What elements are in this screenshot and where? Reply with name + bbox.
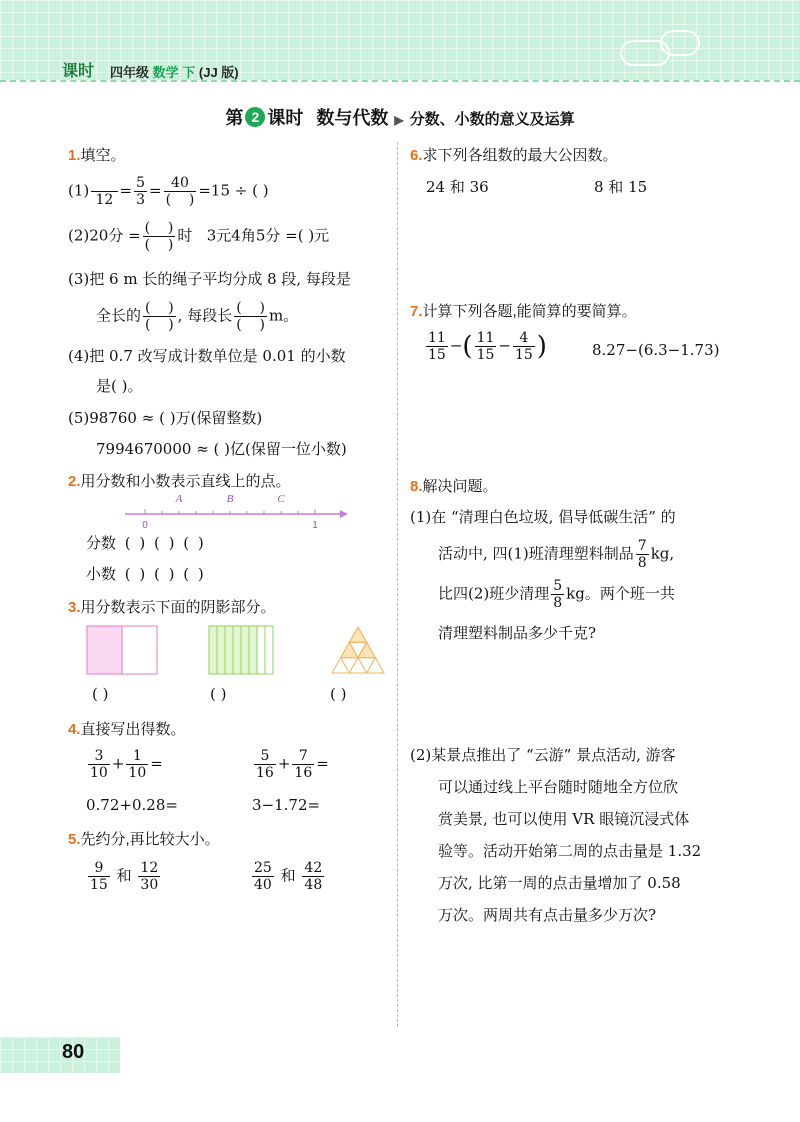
q7-heading: [410, 300, 637, 321]
q1-part2-money: 3元4角5分 =( )元: [206, 226, 330, 245]
q1-part5-line2: 7994670000 ≈ ( )亿(保留一位小数): [96, 440, 347, 458]
q1-part3-tail: m。: [269, 306, 299, 325]
q2-fraction-row[interactable]: 分数 ( ) ( ) ( ): [86, 534, 204, 552]
q1-heading: [68, 144, 126, 165]
fraction: $\frac{11}{15}$: [428, 330, 446, 363]
q8-part1-line1: (1)在 “清理白色垃圾, 倡导低碳生活” 的: [410, 508, 676, 526]
fraction: [134, 175, 147, 208]
and-word: 和: [116, 866, 132, 885]
page-number-background: [0, 1037, 120, 1073]
shaded-triangle: [330, 625, 386, 675]
tick-label-0: 0: [142, 520, 148, 530]
q1-part2: [68, 220, 329, 253]
brand-logo: 课时: [62, 63, 95, 80]
shaded-rectangle-halves: [86, 625, 158, 675]
q1-part4-line2: 是( )。: [96, 377, 143, 395]
shaded-rectangle-strips: [208, 625, 274, 675]
fraction: [164, 175, 197, 208]
fraction: $\frac{5}{16}$: [256, 748, 274, 781]
q4-item-c: 0.72+0.28=: [86, 796, 178, 814]
fraction: $\frac{1}{10}$: [128, 748, 147, 781]
q8-heading: [410, 475, 498, 496]
fraction: $\frac{7}{16}$: [294, 748, 313, 781]
denominator-blank[interactable]: ( ): [165, 192, 195, 208]
and-word: 和: [280, 866, 296, 885]
q6-number: 6.: [410, 147, 423, 164]
q1-part3-mid: , 每段长: [177, 306, 233, 325]
subject-text: 数学 下: [152, 65, 196, 80]
q5-number: 5.: [68, 831, 81, 848]
fraction: $\frac{9}{15}$: [90, 860, 108, 893]
cloud-decoration: [660, 30, 700, 56]
hour-unit: 时: [177, 226, 193, 245]
q1-part2-label: (2)20分 =: [68, 226, 141, 245]
grade-label: [110, 62, 239, 81]
fraction-blank[interactable]: $\frac{( )}{( )}$: [145, 300, 174, 333]
q6-heading: [410, 144, 618, 165]
q8-part2-line4: 验等。活动开始第二周的点击量是 1.32: [438, 842, 702, 860]
q5-item-a: [86, 860, 162, 893]
triangle-icon: ▶: [394, 113, 404, 127]
q1-number: 1.: [68, 147, 81, 164]
point-label-a: A: [175, 493, 183, 505]
grade-text: 四年级: [110, 65, 150, 80]
fraction-blank[interactable]: $\frac{( )}{( )}$: [144, 220, 174, 253]
q1-part3-line1: (3)把 6 m 长的绳子平均分成 8 段, 每段是: [68, 270, 351, 288]
q2-heading: [68, 470, 291, 491]
point-label-c: C: [277, 493, 285, 505]
q8-part2-line6: 万次。两周共有点击量多少万次?: [438, 906, 657, 924]
q7-number: 7.: [410, 303, 423, 320]
q2-decimal-row[interactable]: 小数 ( ) ( ) ( ): [86, 565, 204, 583]
edition-text: (JJ 版): [198, 65, 239, 80]
q7-title: 计算下列各题,能简算的要简算。: [422, 303, 637, 320]
lesson-subtopic: 分数、小数的意义及运算: [409, 111, 575, 128]
q8-part2-line1: (2)某景点推出了 “云游” 景点活动, 游客: [410, 746, 676, 764]
q7-expression-1: $\frac{11}{15}$ −( $\frac{11}{15}$ − $\frac{4}{15}$ ): [428, 330, 547, 363]
q8-part2-line3: 赏美景, 也可以使用 VR 眼镜沉浸式体: [438, 810, 690, 828]
lesson-prefix: 第: [225, 108, 244, 128]
q8-part1-line4: 清理塑料制品多少千克?: [438, 624, 597, 642]
q1-part3-line2: [96, 300, 298, 333]
q4-number: 4.: [68, 721, 81, 738]
q4-item-b: $\frac{5}{16}$ + $\frac{7}{16}$ =: [256, 748, 329, 781]
fraction: $\frac{11}{15}$: [476, 330, 495, 363]
page-number: 80: [62, 1041, 85, 1063]
q3-title: 用分数表示下面的阴影部分。: [80, 599, 276, 616]
q4-item-d: 3−1.72=: [252, 796, 321, 814]
denominator: 12: [95, 192, 114, 208]
q4-heading: [68, 718, 186, 739]
q8-title: 解决问题。: [422, 478, 498, 495]
fraction: $\frac{3}{10}$: [90, 748, 108, 781]
fraction: $\frac{12}{30}$: [140, 860, 159, 893]
fraction: $\frac{42}{48}$: [304, 860, 323, 893]
q5-heading: [68, 828, 220, 849]
q5-title: 先约分,再比较大小。: [80, 831, 220, 848]
q5-item-b: [250, 860, 326, 893]
header-band: [0, 80, 800, 94]
q1-part5-line1: (5)98760 ≈ ( )万(保留整数): [68, 409, 263, 427]
lesson-suffix: 课时: [267, 108, 304, 128]
q6-item-a: 24 和 36: [426, 178, 489, 196]
point-label-b: B: [226, 493, 234, 505]
denominator: 3: [136, 192, 146, 208]
q1-title: 填空。: [80, 147, 126, 164]
numerator: 40: [164, 175, 197, 192]
fraction: [91, 175, 117, 208]
q1-part1: [68, 175, 269, 208]
lesson-number-badge: 2: [245, 107, 265, 127]
column-divider: [397, 142, 398, 1027]
fraction: $\frac{7}{8}$: [637, 538, 647, 571]
fraction: $\frac{4}{15}$: [514, 330, 533, 363]
q2-title: 用分数和小数表示直线上的点。: [80, 473, 291, 490]
q2-number: 2.: [68, 473, 81, 490]
q8-part1-line2: 活动中, 四(1)班清理塑料制品 $\frac{7}{8}$ kg,: [438, 538, 675, 571]
q7-expression-2: 8.27−(6.3−1.73): [592, 341, 720, 359]
q8-part1-line3: 比四(2)班少清理 $\frac{5}{8}$ kg。两个班一共: [438, 578, 675, 611]
numerator-blank[interactable]: [91, 175, 117, 192]
fraction: $\frac{25}{40}$: [254, 860, 272, 893]
tick-label-1: 1: [312, 520, 318, 530]
q4-title: 直接写出得数。: [80, 721, 186, 738]
q6-title: 求下列各组数的最大公因数。: [422, 147, 618, 164]
q6-item-b: 8 和 15: [594, 178, 648, 196]
q1-part4-line1: (4)把 0.7 改写成计数单位是 0.01 的小数: [68, 347, 346, 365]
q1-part1-tail: =15 ÷ ( ): [198, 181, 269, 200]
equals-sign: =: [119, 181, 133, 200]
fraction: $\frac{5}{8}$: [553, 578, 563, 611]
numerator: 5: [136, 175, 146, 191]
q3-answer-2[interactable]: ( ): [210, 685, 227, 703]
q1-part3-pre: 全长的: [96, 306, 142, 325]
q3-heading: [68, 596, 276, 617]
lesson-topic: 数与代数: [316, 108, 389, 128]
lesson-title: [0, 104, 800, 130]
q8-part2-line2: 可以通过线上平台随时随地全方位欣: [438, 778, 679, 796]
number-line: [120, 490, 350, 530]
q8-part2-line5: 万次, 比第一周的点击量增加了 0.58: [438, 874, 681, 892]
q4-item-a: $\frac{3}{10}$ + $\frac{1}{10}$ =: [90, 748, 163, 781]
page-header: [0, 0, 800, 92]
q3-number: 3.: [68, 599, 81, 616]
q3-answer-1[interactable]: ( ): [92, 685, 109, 703]
q3-answer-3[interactable]: ( ): [330, 685, 347, 703]
fraction-blank[interactable]: $\frac{( )}{( )}$: [236, 300, 266, 333]
q8-number: 8.: [410, 478, 423, 495]
q1-part1-label: (1): [68, 181, 90, 200]
equals-sign: =: [149, 181, 162, 200]
